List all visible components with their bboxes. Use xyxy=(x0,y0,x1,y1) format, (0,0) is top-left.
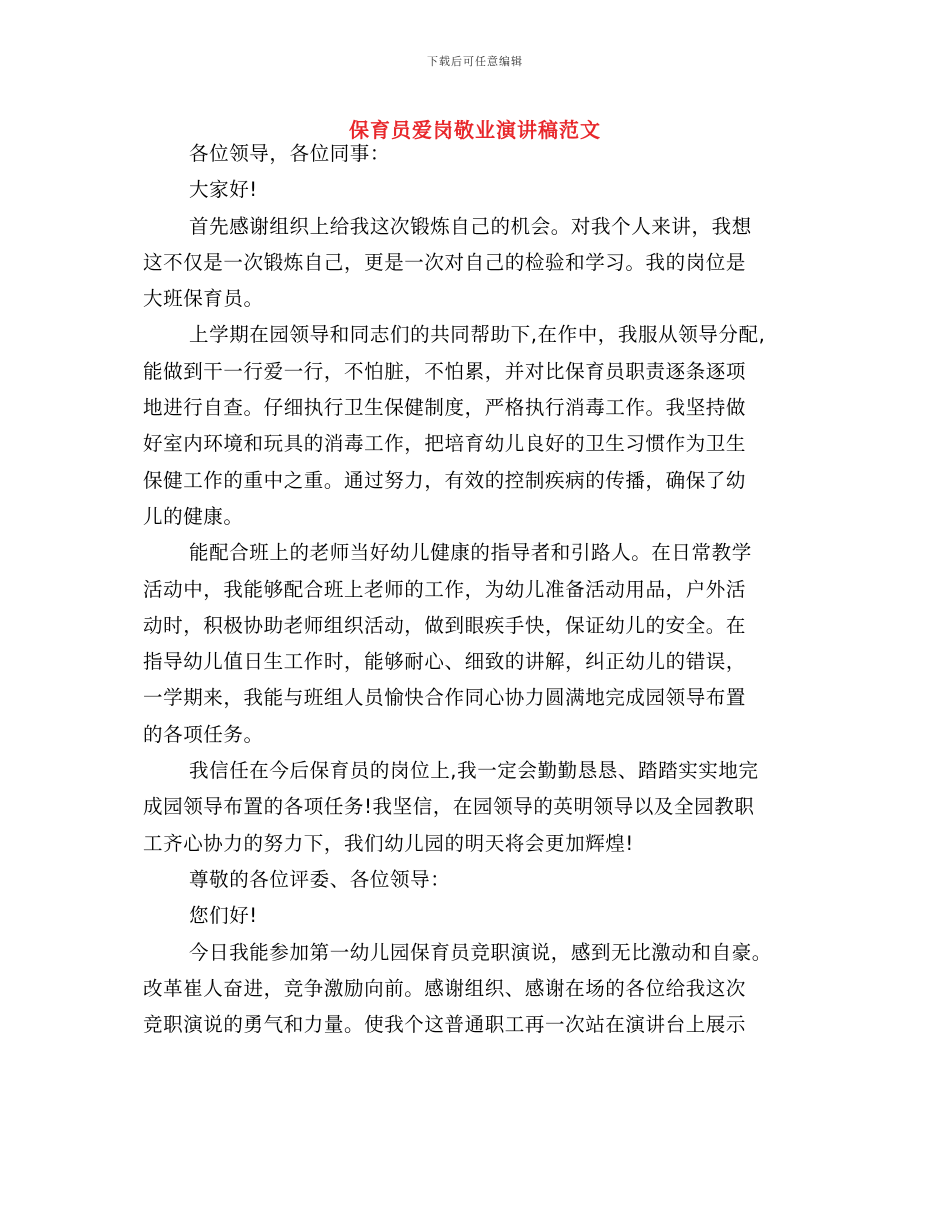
text-line: 地进行自查。仔细执行卫生保健制度，严格执行消毒工作。我坚持做 xyxy=(143,396,747,420)
text-line: 能配合班上的老师当好幼儿健康的指导者和引路人。在日常教学 xyxy=(189,541,752,565)
text-line: 活动中，我能够配合班上老师的工作，为幼儿准备活动用品，户外活 xyxy=(143,577,747,601)
body-text xyxy=(143,136,823,1043)
text-line: 好室内环境和玩具的消毒工作，把培育幼儿良好的卫生习惯作为卫生 xyxy=(143,432,747,456)
text-line: 一学期来，我能与班组人员愉快合作同心协力圆满地完成园领导布置 xyxy=(143,686,747,710)
text-line: 动时，积极协助老师组织活动，做到眼疾手快，保证幼儿的安全。在 xyxy=(143,613,747,637)
text-line: 保健工作的重中之重。通过努力，有效的控制疾病的传播，确保了幼 xyxy=(143,468,747,492)
text-line: 指导幼儿值日生工作时，能够耐心、细致的讲解，纠正幼儿的错误， xyxy=(143,650,747,674)
text-line: 竞职演说的勇气和力量。使我个这普通职工再一次站在演讲台上展示 xyxy=(143,1013,747,1037)
text-line: 大班保育员。 xyxy=(143,287,264,311)
text-line: 改革崔人奋进，竞争激励向前。感谢组织、感谢在场的各位给我这次 xyxy=(143,976,747,1000)
text-line: 尊敬的各位评委、各位领导： xyxy=(189,867,451,891)
text-line: 成园领导布置的各项任务!我坚信，在园领导的英明领导以及全园教职 xyxy=(143,795,755,819)
text-line: 的各项任务。 xyxy=(143,722,264,746)
text-line: 儿的健康。 xyxy=(143,504,244,528)
text-line: 上学期在园领导和同志们的共同帮助下,在作中，我服从领导分配, xyxy=(189,323,766,347)
text-line: 今日我能参加第一幼儿园保育员竞职演说，感到无比激动和自豪。 xyxy=(189,940,772,964)
text-line: 我信任在今后保育员的岗位上,我一定会勤勤恳恳、踏踏实实地完 xyxy=(189,759,759,783)
text-line: 能做到干一行爱一行，不怕脏，不怕累，并对比保育员职责逐条逐项 xyxy=(143,359,747,383)
header-note: 下载后可任意编辑 xyxy=(427,55,523,68)
document-title: 保育员爱岗敬业演讲稿范文 xyxy=(349,118,601,142)
text-line: 大家好! xyxy=(189,178,258,202)
text-line: 首先感谢组织上给我这次锻炼自己的机会。对我个人来讲，我想 xyxy=(189,214,752,238)
text-line: 工齐心协力的努力下，我们幼儿园的明天将会更加辉煌! xyxy=(143,831,634,855)
text-line: 各位领导，各位同事： xyxy=(189,142,391,165)
text-line: 您们好! xyxy=(189,904,258,928)
text-line: 这不仅是一次锻炼自己，更是一次对自己的检验和学习。我的岗位是 xyxy=(143,250,747,274)
